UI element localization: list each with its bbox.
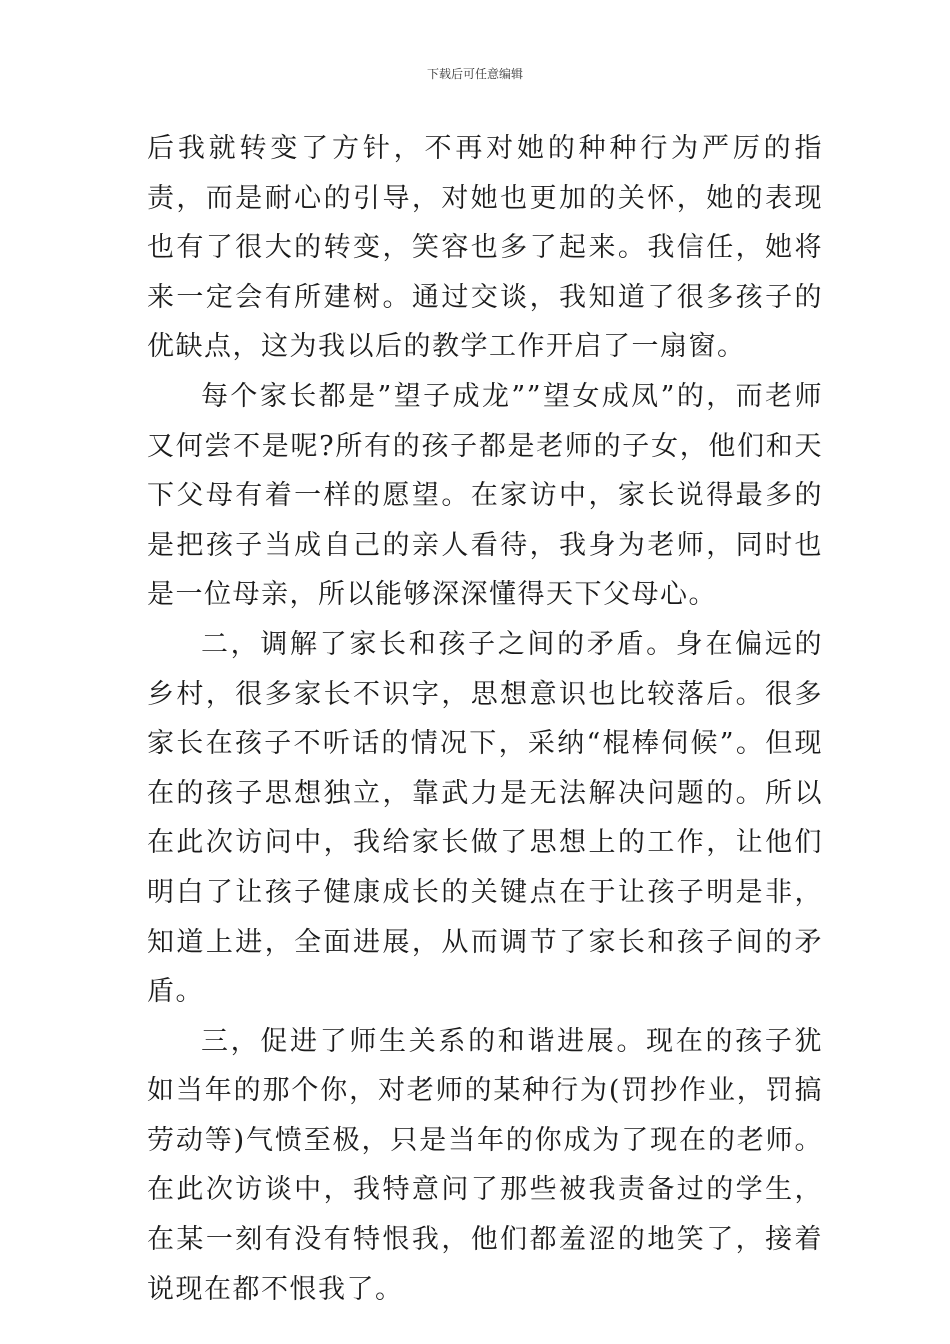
page-header-note: 下载后可任意编辑	[426, 67, 523, 81]
paragraph-2: 每个家长都是”望子成龙””望女成凤”的，而老师又何尝不是呢?所有的孩子都是老师的子女，他们和天下父母有着一样的愿望。在家访中，家长说得最多的是把孩子当成自己的亲人看待，我身为老师，同时也是一位母亲，所以能够深深懂得天下父母心。	[147, 380, 823, 611]
paragraph-3: 二，调解了家长和孩子之间的矛盾。身在偏远的乡村，很多家长不识字，思想意识也比较落后。很多家长在孩子不听话的情况下，采纳“棍棒伺候”。但现在的孩子思想独立，靠武力是无法解决问题的。所以在此次访问中，我给家长做了思想上的工作，让他们明白了让孩子健康成长的关键点在于让孩子明是非，知道上进，全面进展，从而调节了家长和孩子间的矛盾。	[147, 628, 823, 1008]
paragraph-1: 后我就转变了方针，不再对她的种种行为严厉的指责，而是耐心的引导，对她也更加的关怀，她的表现也有了很大的转变，笑容也多了起来。我信任，她将来一定会有所建树。通过交谈，我知道了很多孩子的优缺点，这为我以后的教学工作开启了一扇窗。	[147, 133, 823, 363]
document-body	[147, 124, 823, 1314]
paragraph-4: 三，促进了师生关系的和谐进展。现在的孩子犹如当年的那个你，对老师的某种行为(罚抄作业，罚搞劳动等)气愤至极，只是当年的你成为了现在的老师。在此次访谈中，我特意问了那些被我责备过的学生，在某一刻有没有特恨我，他们都羞涩的地笑了，接着说现在都不恨我了。	[147, 1025, 823, 1305]
